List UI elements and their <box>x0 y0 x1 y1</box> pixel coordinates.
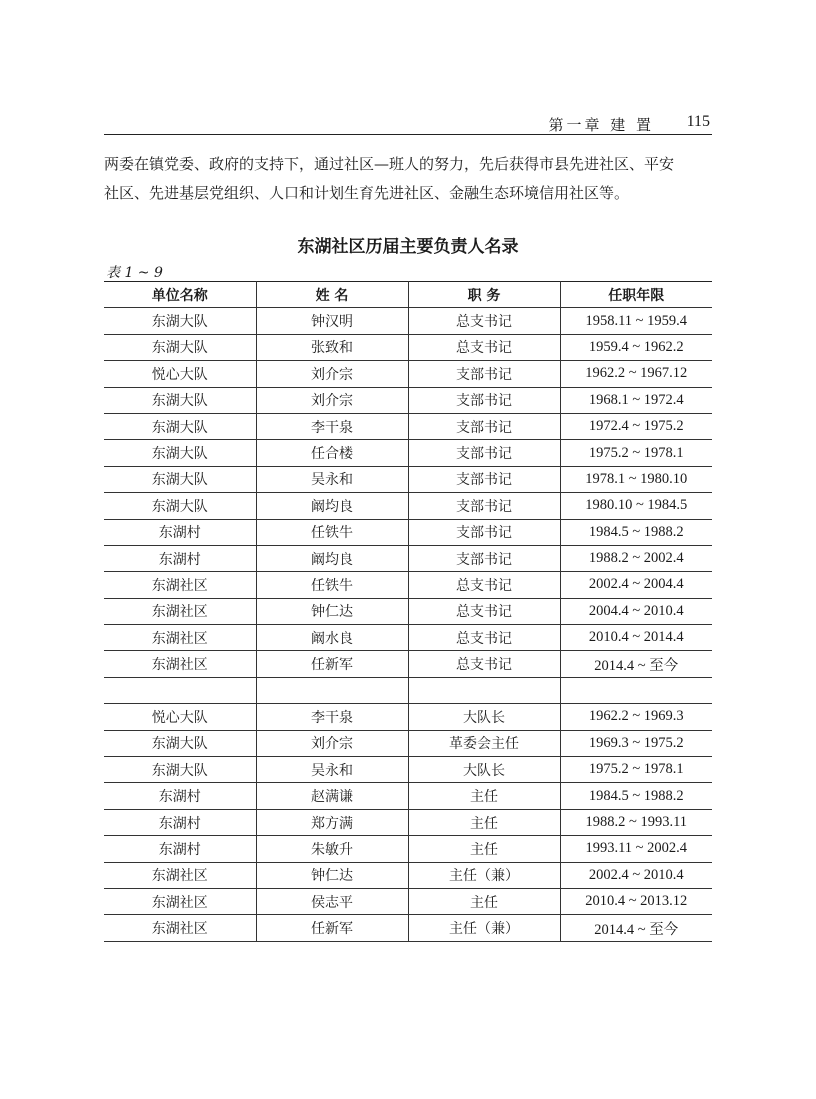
cell-position: 支部书记 <box>408 440 560 466</box>
cell-term: 1968.1 ~ 1972.4 <box>560 387 712 413</box>
cell-name: 刘介宗 <box>256 361 408 387</box>
cell-position: 革委会主任 <box>408 730 560 756</box>
cell-term: 1978.1 ~ 1980.10 <box>560 466 712 492</box>
cell-name: 任新军 <box>256 651 408 677</box>
cell-position: 大队长 <box>408 757 560 783</box>
cell-unit: 东湖大队 <box>104 466 256 492</box>
cell-term: 1962.2 ~ 1969.3 <box>560 704 712 730</box>
table-row <box>104 466 712 492</box>
cell-position: 总支书记 <box>408 651 560 677</box>
cell-unit: 东湖社区 <box>104 572 256 598</box>
paragraph-line: 社区、先进基层党组织、人口和计划生育先进社区、金融生态环境信用社区等。 <box>104 184 630 202</box>
column-header-name: 姓 名 <box>256 282 408 308</box>
table-row <box>104 545 712 571</box>
table-row <box>104 334 712 360</box>
cell-position <box>408 677 560 703</box>
cell-position: 支部书记 <box>408 361 560 387</box>
cell-name <box>256 677 408 703</box>
cell-term: 2004.4 ~ 2010.4 <box>560 598 712 624</box>
cell-position: 总支书记 <box>408 572 560 598</box>
table-row <box>104 598 712 624</box>
table-number: 表 1 ~ 9 <box>106 265 163 281</box>
cell-name: 侯志平 <box>256 888 408 914</box>
cell-position: 支部书记 <box>408 493 560 519</box>
cell-name: 钟汉明 <box>256 308 408 334</box>
cell-unit: 东湖社区 <box>104 651 256 677</box>
table-row <box>104 677 712 703</box>
page-number: 115 <box>686 113 710 130</box>
cell-unit: 东湖村 <box>104 545 256 571</box>
cell-term: 2010.4 ~ 2013.12 <box>560 888 712 914</box>
cell-name: 任新军 <box>256 915 408 941</box>
cell-name: 阚均良 <box>256 493 408 519</box>
cell-unit: 东湖大队 <box>104 730 256 756</box>
table-row <box>104 783 712 809</box>
cell-term: 2014.4 ~ 至今 <box>560 651 712 677</box>
cell-term: 2010.4 ~ 2014.4 <box>560 625 712 651</box>
cell-unit: 东湖村 <box>104 519 256 545</box>
cell-position: 大队长 <box>408 704 560 730</box>
cell-term: 2002.4 ~ 2010.4 <box>560 862 712 888</box>
cell-term: 1958.11 ~ 1959.4 <box>560 308 712 334</box>
leaders-table <box>104 281 712 942</box>
cell-position: 主任（兼） <box>408 915 560 941</box>
cell-position: 支部书记 <box>408 413 560 439</box>
chapter-title: 第一章 建 置 <box>548 116 654 134</box>
table-row <box>104 809 712 835</box>
table-row <box>104 493 712 519</box>
cell-term: 1993.11 ~ 2002.4 <box>560 836 712 862</box>
cell-unit: 东湖大队 <box>104 757 256 783</box>
cell-unit: 东湖社区 <box>104 862 256 888</box>
table-row <box>104 361 712 387</box>
table-row <box>104 730 712 756</box>
cell-name: 阚均良 <box>256 545 408 571</box>
cell-name: 任合楼 <box>256 440 408 466</box>
cell-unit: 东湖大队 <box>104 440 256 466</box>
table-row <box>104 308 712 334</box>
table-row <box>104 888 712 914</box>
cell-unit: 东湖社区 <box>104 888 256 914</box>
cell-position: 主任 <box>408 888 560 914</box>
column-header-position: 职 务 <box>408 282 560 308</box>
cell-unit: 悦心大队 <box>104 704 256 730</box>
cell-term: 1984.5 ~ 1988.2 <box>560 783 712 809</box>
table-row <box>104 572 712 598</box>
cell-unit: 东湖村 <box>104 809 256 835</box>
cell-unit: 东湖村 <box>104 783 256 809</box>
cell-name: 吴永和 <box>256 466 408 492</box>
cell-term: 1988.2 ~ 2002.4 <box>560 545 712 571</box>
body-paragraph <box>104 150 716 208</box>
cell-unit: 东湖大队 <box>104 334 256 360</box>
cell-name: 任铁牛 <box>256 572 408 598</box>
cell-position: 总支书记 <box>408 308 560 334</box>
table-row <box>104 915 712 941</box>
cell-term: 1962.2 ~ 1967.12 <box>560 361 712 387</box>
cell-term: 1959.4 ~ 1962.2 <box>560 334 712 360</box>
cell-term: 2014.4 ~ 至今 <box>560 915 712 941</box>
cell-position: 主任 <box>408 836 560 862</box>
column-header-unit: 单位名称 <box>104 282 256 308</box>
cell-name: 刘介宗 <box>256 730 408 756</box>
cell-unit: 东湖大队 <box>104 308 256 334</box>
table-row <box>104 862 712 888</box>
cell-name: 李干泉 <box>256 413 408 439</box>
cell-name: 赵满谦 <box>256 783 408 809</box>
cell-position: 主任（兼） <box>408 862 560 888</box>
cell-name: 钟仁达 <box>256 862 408 888</box>
table-row <box>104 625 712 651</box>
cell-term: 1969.3 ~ 1975.2 <box>560 730 712 756</box>
cell-name: 李干泉 <box>256 704 408 730</box>
cell-name: 吴永和 <box>256 757 408 783</box>
cell-name: 朱敏升 <box>256 836 408 862</box>
table-header-row <box>104 282 712 308</box>
cell-unit: 东湖村 <box>104 836 256 862</box>
cell-name: 阚水良 <box>256 625 408 651</box>
cell-term: 1980.10 ~ 1984.5 <box>560 493 712 519</box>
cell-unit: 东湖社区 <box>104 625 256 651</box>
cell-term: 1984.5 ~ 1988.2 <box>560 519 712 545</box>
cell-name: 任铁牛 <box>256 519 408 545</box>
cell-term: 1972.4 ~ 1975.2 <box>560 413 712 439</box>
cell-position: 主任 <box>408 809 560 835</box>
table-row <box>104 519 712 545</box>
cell-term: 1975.2 ~ 1978.1 <box>560 440 712 466</box>
cell-unit: 东湖大队 <box>104 493 256 519</box>
cell-unit <box>104 677 256 703</box>
cell-position: 支部书记 <box>408 466 560 492</box>
cell-unit: 悦心大队 <box>104 361 256 387</box>
running-header <box>104 112 712 135</box>
table-title: 东湖社区历届主要负责人名录 <box>297 237 519 257</box>
table-row <box>104 387 712 413</box>
cell-name: 钟仁达 <box>256 598 408 624</box>
table-row <box>104 704 712 730</box>
cell-unit: 东湖社区 <box>104 598 256 624</box>
cell-unit: 东湖社区 <box>104 915 256 941</box>
cell-name: 郑方满 <box>256 809 408 835</box>
cell-position: 总支书记 <box>408 625 560 651</box>
cell-unit: 东湖大队 <box>104 387 256 413</box>
cell-term: 1975.2 ~ 1978.1 <box>560 757 712 783</box>
cell-position: 总支书记 <box>408 598 560 624</box>
table-body <box>104 308 712 941</box>
cell-position: 支部书记 <box>408 519 560 545</box>
table-row <box>104 440 712 466</box>
cell-position: 总支书记 <box>408 334 560 360</box>
cell-term <box>560 677 712 703</box>
cell-name: 刘介宗 <box>256 387 408 413</box>
cell-unit: 东湖大队 <box>104 413 256 439</box>
table-row <box>104 413 712 439</box>
table-row <box>104 757 712 783</box>
cell-position: 支部书记 <box>408 387 560 413</box>
table-row <box>104 836 712 862</box>
cell-name: 张致和 <box>256 334 408 360</box>
column-header-term: 任职年限 <box>560 282 712 308</box>
table-row <box>104 651 712 677</box>
cell-term: 2002.4 ~ 2004.4 <box>560 572 712 598</box>
paragraph-line: 两委在镇党委、政府的支持下，通过社区—班人的努力，先后获得市县先进社区、平安 <box>104 155 675 173</box>
cell-position: 支部书记 <box>408 545 560 571</box>
cell-term: 1988.2 ~ 1993.11 <box>560 809 712 835</box>
cell-position: 主任 <box>408 783 560 809</box>
